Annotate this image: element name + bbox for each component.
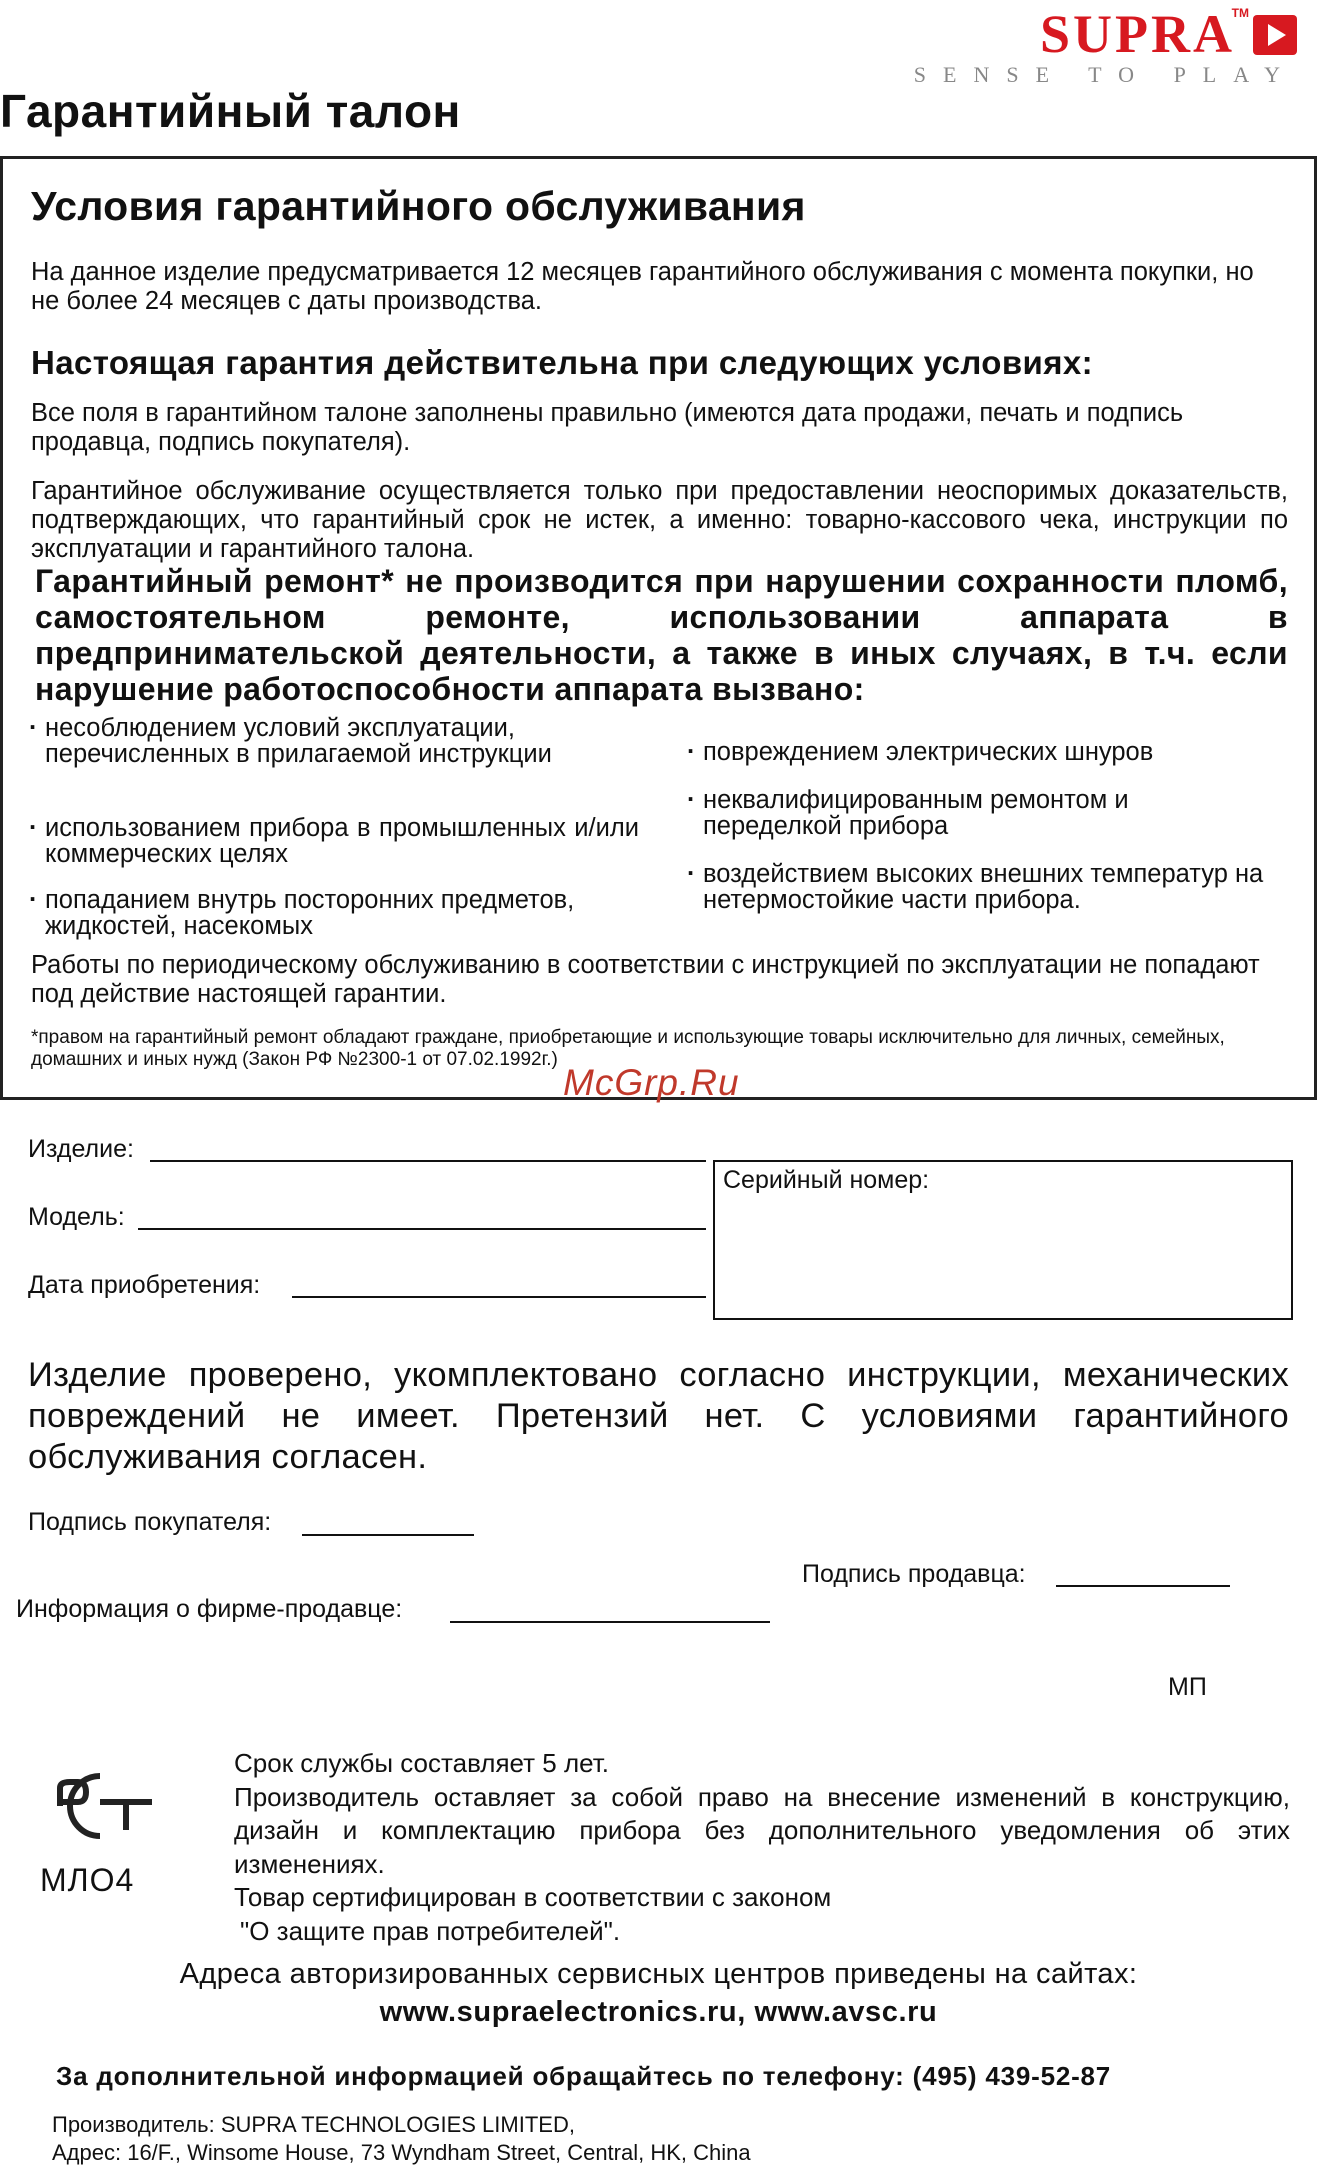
manufacturer-rights: Производитель оставляет за собой право на внесение изменений в конструкцию, дизайн и комплектацию прибора без дополнительного уведомления об этих изменениях. — [234, 1781, 1290, 1879]
stamp-placeholder: МП — [1168, 1673, 1207, 1701]
product-info — [234, 1747, 1290, 1948]
service-websites[interactable]: www.supraelectronics.ru, www.avsc.ru — [379, 1996, 938, 2028]
list-item: · использованием прибора в промышленных и/или коммерческих целях — [29, 815, 639, 867]
rst-certification-icon — [40, 1768, 160, 1844]
manufacturer-address: Адрес: 16/F., Winsome House, 73 Wyndham Street, Central, HK, China — [52, 2140, 751, 2165]
list-item: · неквалифицированным ремонтом и переделкой прибора — [687, 787, 1187, 839]
seller-info-field[interactable] — [450, 1621, 770, 1623]
buyer-signature-label: Подпись покупателя: — [28, 1508, 272, 1536]
warranty-conditions-box — [0, 156, 1317, 1100]
logo-tagline: SENSE TO PLAY — [913, 62, 1297, 87]
periodic-service-note: Работы по периодическому обслуживанию в соответствии с инструкцией по эксплуатации не попадают под действие настоящей гарантии. — [31, 951, 1260, 1008]
valid-conditions-heading: Настоящая гарантия действительна при следующих условиях: — [31, 344, 1094, 381]
logo-trademark: TM — [1231, 6, 1249, 20]
valid-conditions-p1: Все поля в гарантийном талоне заполнены правильно (имеются дата продажи, печать и подпись продавца, подпись покупателя). — [31, 399, 1184, 456]
service-life: Срок службы составляет 5 лет. — [234, 1748, 609, 1778]
serial-number-field[interactable] — [713, 1160, 1293, 1320]
watermark: McGrp.Ru — [563, 1062, 740, 1103]
play-icon — [1253, 15, 1297, 55]
product-field[interactable] — [150, 1160, 706, 1162]
page-title: Гарантийный талон — [0, 85, 461, 137]
certified-text: Товар сертифицирован в соответствии с законом — [234, 1882, 832, 1912]
model-field[interactable] — [138, 1228, 706, 1230]
purchase-date-label: Дата приобретения: — [28, 1271, 261, 1299]
seller-signature-field[interactable] — [1056, 1585, 1230, 1587]
purchase-date-field[interactable] — [292, 1296, 706, 1298]
logo-brand: SUPRA — [1039, 4, 1235, 64]
manufacturer-name: Производитель: SUPRA TECHNOLOGIES LIMITED, — [52, 2112, 575, 2137]
support-phone: За дополнительной информацией обращайтесь по телефону: (495) 439-52-87 — [56, 2061, 1112, 2091]
seller-info-label: Информация о фирме-продавце: — [16, 1595, 403, 1623]
acceptance-statement: Изделие проверено, укомплектовано согласно инструкции, механических повреждений не имеет. Претензий нет. С условиями гарантийного обслуживания согласен. — [28, 1356, 1289, 1476]
consumer-law-text: "О защите прав потребителей". — [240, 1915, 621, 1946]
certification-code: МЛО4 — [40, 1862, 135, 1898]
serial-number-label: Серийный номер: — [723, 1166, 930, 1194]
conditions-intro: На данное изделие предусматривается 12 месяцев гарантийного обслуживания с момента покупки, но не более 24 месяцев с даты производства. — [31, 258, 1254, 315]
valid-conditions-p2: Гарантийное обслуживание осуществляется только при предоставлении неоспоримых доказательств, подтверждающих, что гарантийный срок не истек, а именно: товарно-кассового чека, инструкции по эксплуатации и гарантийного талона. — [31, 477, 1288, 563]
list-item: · воздействием высоких внешних температур на нетермостойкие части прибора. — [687, 861, 1305, 913]
supra-logo — [877, 4, 1297, 87]
conditions-heading: Условия гарантийного обслуживания — [31, 183, 806, 229]
list-item: · несоблюдением условий эксплуатации, перечисленных в прилагаемой инструкции — [29, 715, 639, 767]
list-item: · повреждением электрических шнуров — [687, 739, 1297, 765]
seller-signature-label: Подпись продавца: — [802, 1560, 1026, 1588]
buyer-signature-field[interactable] — [302, 1534, 474, 1536]
repair-exclusions-heading: Гарантийный ремонт* не производится при нарушении сохранности пломб, самостоятельном ремонте, использовании аппарата в предпринимательской деятельности, а также в иных случаях, в т.ч. если нарушение работоспособности аппарата вызвано: — [35, 563, 1288, 707]
warranty-footnote: *правом на гарантийный ремонт обладают граждане, приобретающие и использующие товары исключительно для личных, семейных, домашних и иных нужд (Закон РФ №2300-1 от 07.02.1992г.) — [31, 1027, 1225, 1070]
list-item: · попаданием внутрь посторонних предметов, жидкостей, насекомых — [29, 887, 639, 939]
product-label: Изделие: — [28, 1135, 134, 1163]
service-centers-text: Адреса авторизированных сервисных центров приведены на сайтах: — [179, 1958, 1138, 1990]
model-label: Модель: — [28, 1203, 125, 1231]
